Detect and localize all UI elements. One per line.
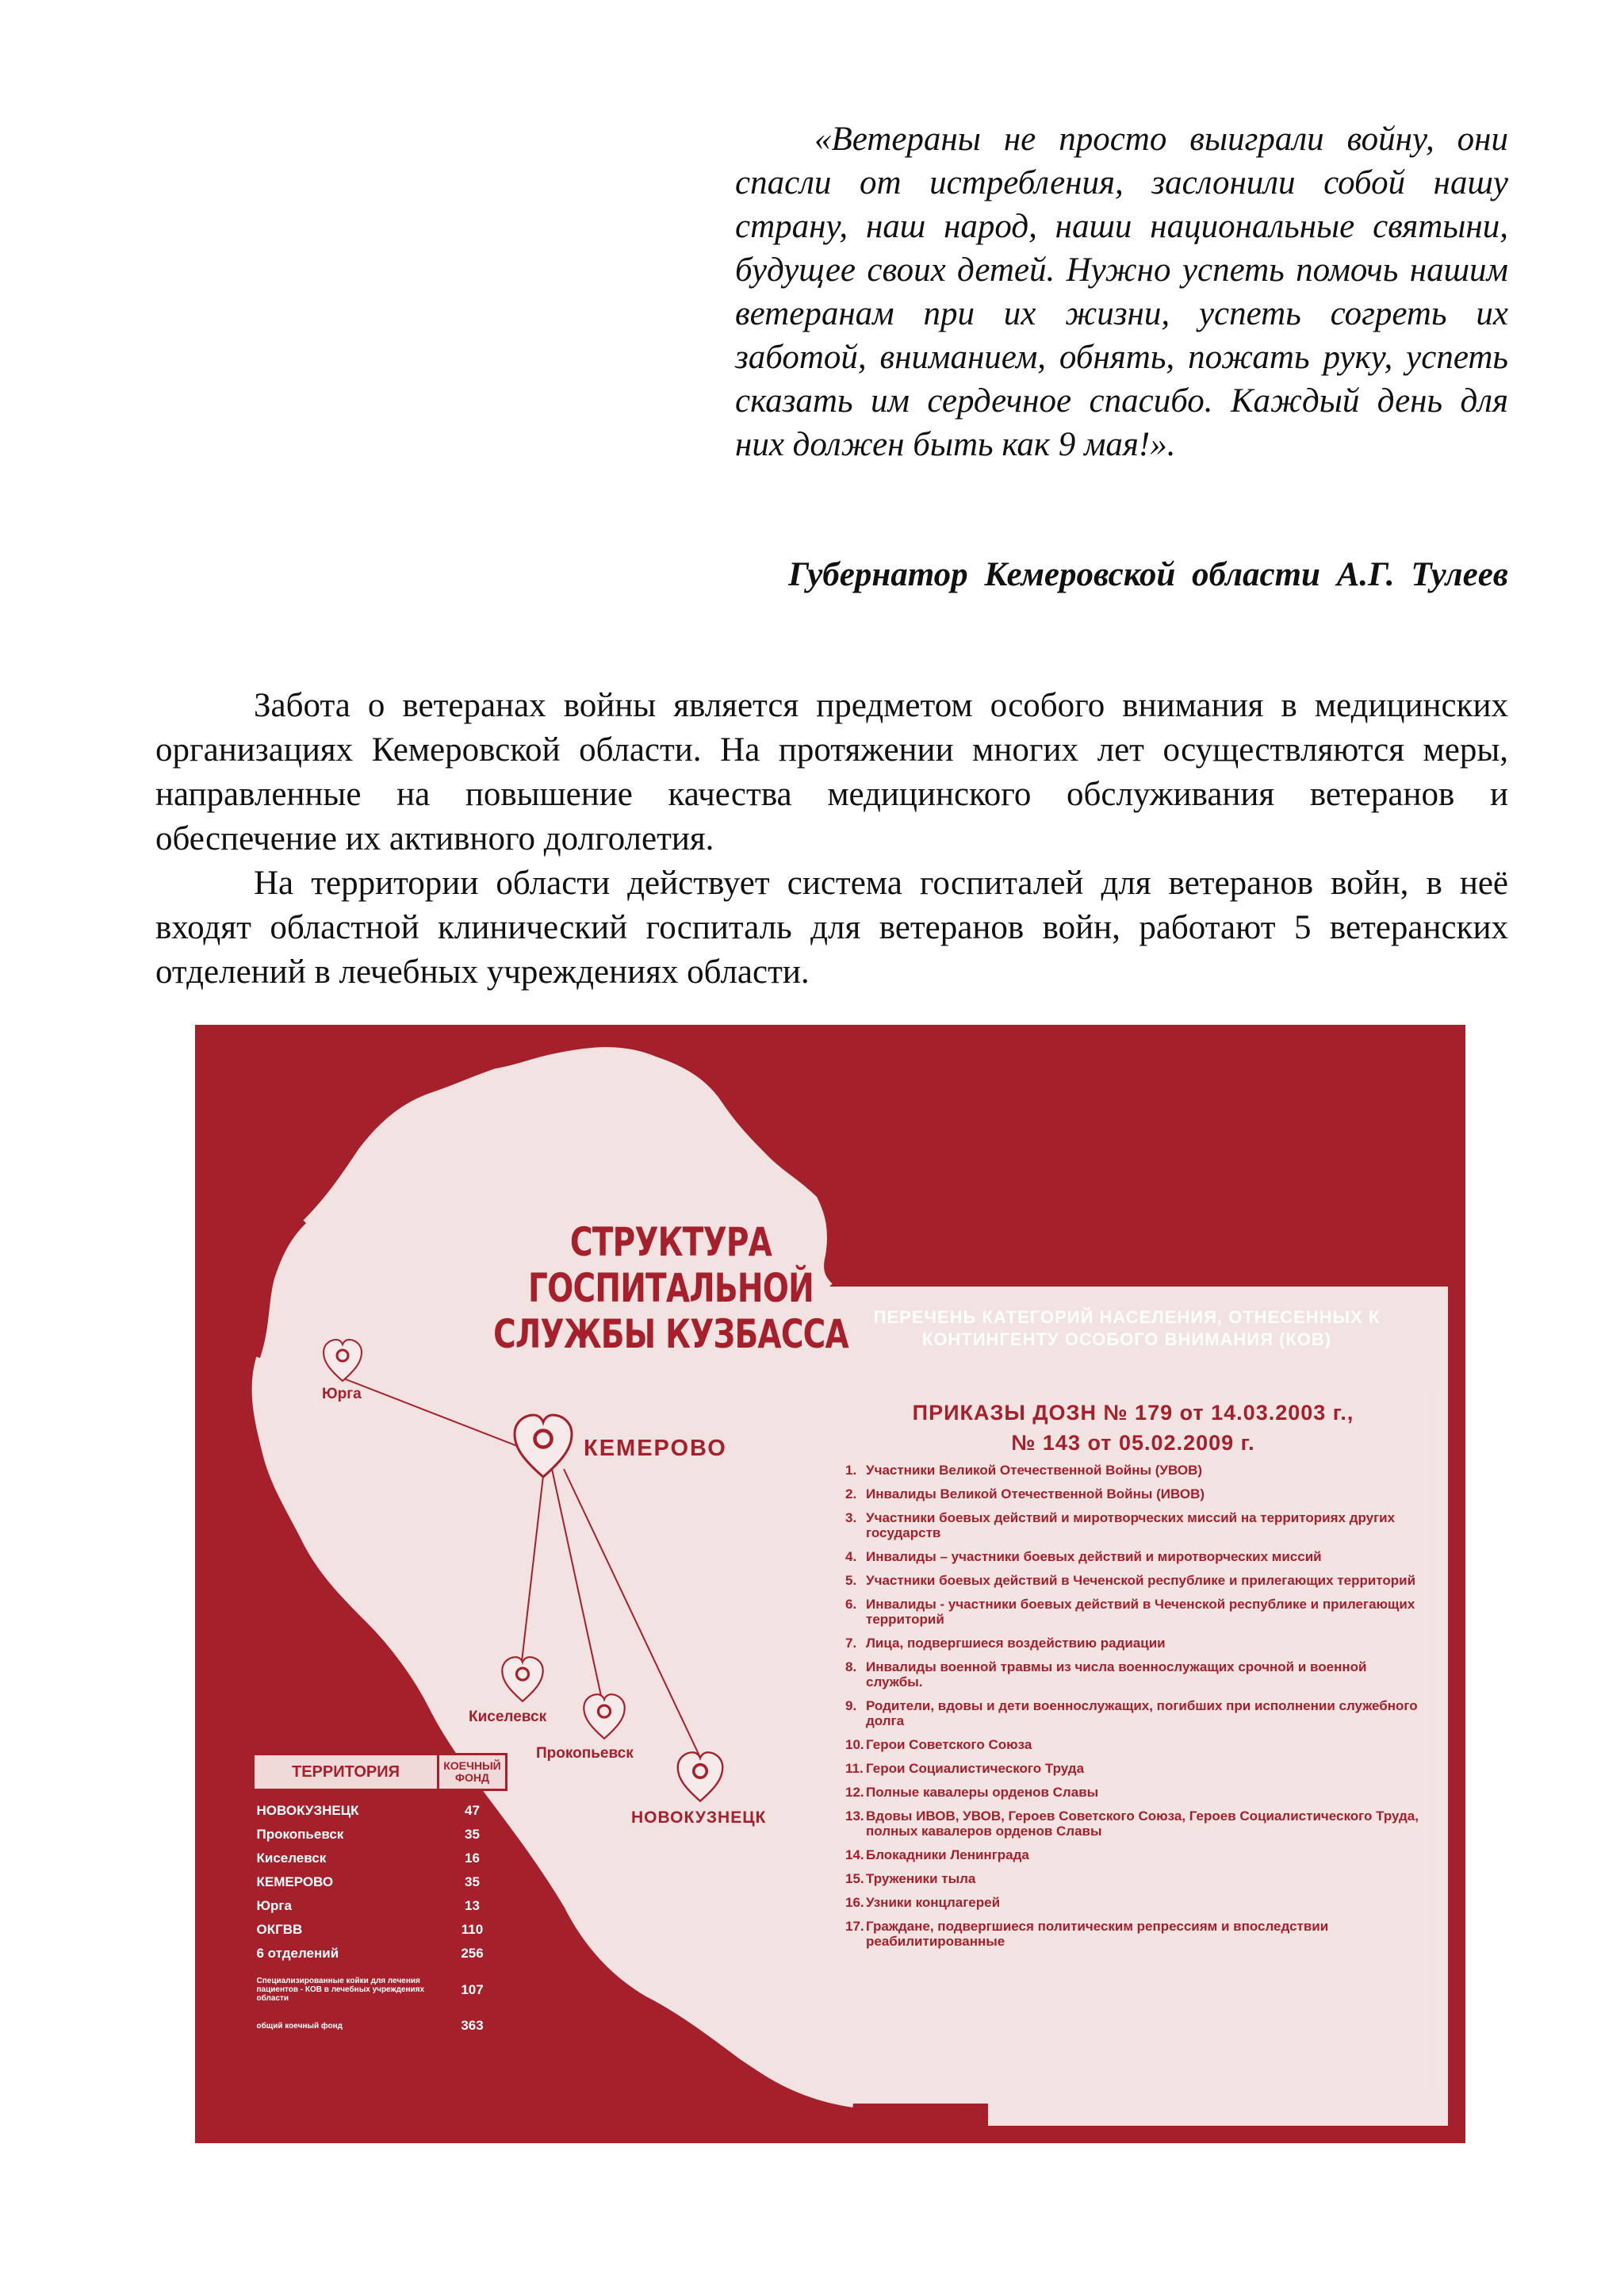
list-item: 7. Лица, подвергшиеся воздействию радиации (845, 1636, 1166, 1651)
table-row: Киселевск 16 (256, 1851, 480, 1866)
orders-line-2: № 143 от 05.02.2009 г. (1011, 1431, 1255, 1455)
heart-icon-kiselevsk (500, 1655, 545, 1703)
table-row: НОВОКУЗНЕЦК 47 (256, 1803, 480, 1818)
list-item: 8. Инвалиды военной травмы из числа военнослужащих срочной и военной службы. (845, 1659, 1367, 1689)
bed-fund-table (252, 1753, 508, 2038)
column-header-fund: КОЕЧНЫЙ ФОНД (439, 1755, 507, 1790)
paragraph-2: На территории области действует система госпиталей для ветеранов войн, в неё входят областной клинический госпиталь для ветеранов войн, работают 5 ветеранских отделений в лечебных учреждениях области. (155, 865, 1508, 991)
list-item: 9. Родители, вдовы и дети военнослужащих, погибших при исполнении служебного долга (845, 1698, 1418, 1728)
list-item: 16. Узники концлагерей (845, 1895, 1001, 1910)
list-item: 2. Инвалиды Великой Отечественной Войны (ИВОВ) (845, 1486, 1205, 1502)
list-item: 6. Инвалиды - участники боевых действий в Чеченской республике и прилегающих территорий (845, 1597, 1415, 1627)
paragraph-1: Забота о ветеранах войны является предметом особого внимания в медицинских организациях Кемеровской области. На протяжении многих лет осуществляются меры, направленные на повышение качества медицинского обслуживания ветеранов и обеспечение их активного долголетия. (155, 687, 1508, 857)
table-row: 6 отделений 256 (256, 1946, 484, 1961)
categories-list (844, 1463, 1423, 1958)
categories-panel-heading: ПЕРЕЧЕНЬ КАТЕГОРИЙ НАСЕЛЕНИЯ, ОТНЕСЕННЫХ К КОНТИНГЕНТУ ОСОБОГО ВНИМАНИЯ (КОВ) (873, 1307, 1381, 1349)
orders-line-1: ПРИКАЗЫ ДОЗН № 179 от 14.03.2003 г., (912, 1401, 1354, 1425)
heart-icon-kemerovo (512, 1412, 574, 1480)
hospital-structure-poster (195, 1025, 1465, 2143)
poster-title: СТРУКТУРА ГОСПИТАЛЬНОЙ СЛУЖБЫ КУЗБАССА (493, 1219, 848, 1357)
list-item: 12. Полные кавалеры орденов Славы (845, 1785, 1099, 1800)
list-item: 14. Блокадники Ленинграда (845, 1847, 1029, 1862)
list-item: 5. Участники боевых действий в Чеченской республике и прилегающих территорий (845, 1573, 1416, 1588)
list-item: 11. Герои Социалистического Труда (845, 1761, 1085, 1776)
table-row: Юрга 13 (256, 1898, 480, 1913)
list-item: 10. Герои Советского Союза (845, 1737, 1032, 1752)
list-item: 3. Участники боевых действий и миротворческих миссий на территориях других государств (845, 1510, 1396, 1540)
table-header-row (254, 1755, 507, 1790)
city-label-kiselevsk: Киселевск (469, 1709, 547, 1725)
orders-heading (836, 1398, 1431, 1458)
table-row: КЕМЕРОВО 35 (256, 1874, 480, 1889)
list-item: 4. Инвалиды – участники боевых действий и миротворческих миссий (845, 1549, 1322, 1564)
column-header-territory: ТЕРРИТОРИЯ (254, 1755, 439, 1790)
body-text (155, 684, 1508, 995)
table-row-total: общий коечный фонд 363 (256, 2018, 484, 2033)
table-row-special: Специализированные койки для лечения пациентов - КОВ в лечебных учреждениях области 107 (256, 1977, 484, 2003)
list-item: 17. Граждане, подвергшиеся политическим репрессиям и впоследствии реабилитированные (845, 1919, 1329, 1949)
heart-icon-novokuznetsk (676, 1751, 725, 1803)
table-row: Прокопьевск 35 (256, 1827, 480, 1842)
epigraph-quote: «Ветераны не просто выиграли войну, они спасли от истребления, заслонили собой нашу страну, наш народ, наши национальные святыни, будущее своих детей. Нужно успеть помочь нашим ветеранам при их жизни, успеть согреть их заботой, вниманием, обнять, пожать руку, успеть сказать им сердечное спасибо. Каждый день для них должен быть как 9 мая!». (735, 121, 1508, 463)
city-label-yurga: Юрга (322, 1386, 362, 1402)
epigraph-author: Губернатор Кемеровской области А.Г. Тулеев (788, 556, 1508, 593)
city-label-prokopyevsk: Прокопьевск (536, 1745, 634, 1762)
list-item: 13. Вдовы ИВОВ, УВОВ, Героев Советского Союза, Героев Социалистического Труда, полных кавалеров орденов Славы (845, 1808, 1419, 1839)
list-item: 1. Участники Великой Отечественной Войны (УВОВ) (845, 1463, 1203, 1478)
table-row: ОКГВВ 110 (256, 1922, 484, 1937)
list-item: 15. Труженики тыла (845, 1871, 976, 1886)
heart-icon-prokopyevsk (582, 1693, 626, 1740)
city-label-kemerovo: КЕМЕРОВО (584, 1436, 727, 1461)
heart-icon-yurga (322, 1338, 363, 1383)
city-label-novokuznetsk: НОВОКУЗНЕЦК (631, 1808, 767, 1827)
